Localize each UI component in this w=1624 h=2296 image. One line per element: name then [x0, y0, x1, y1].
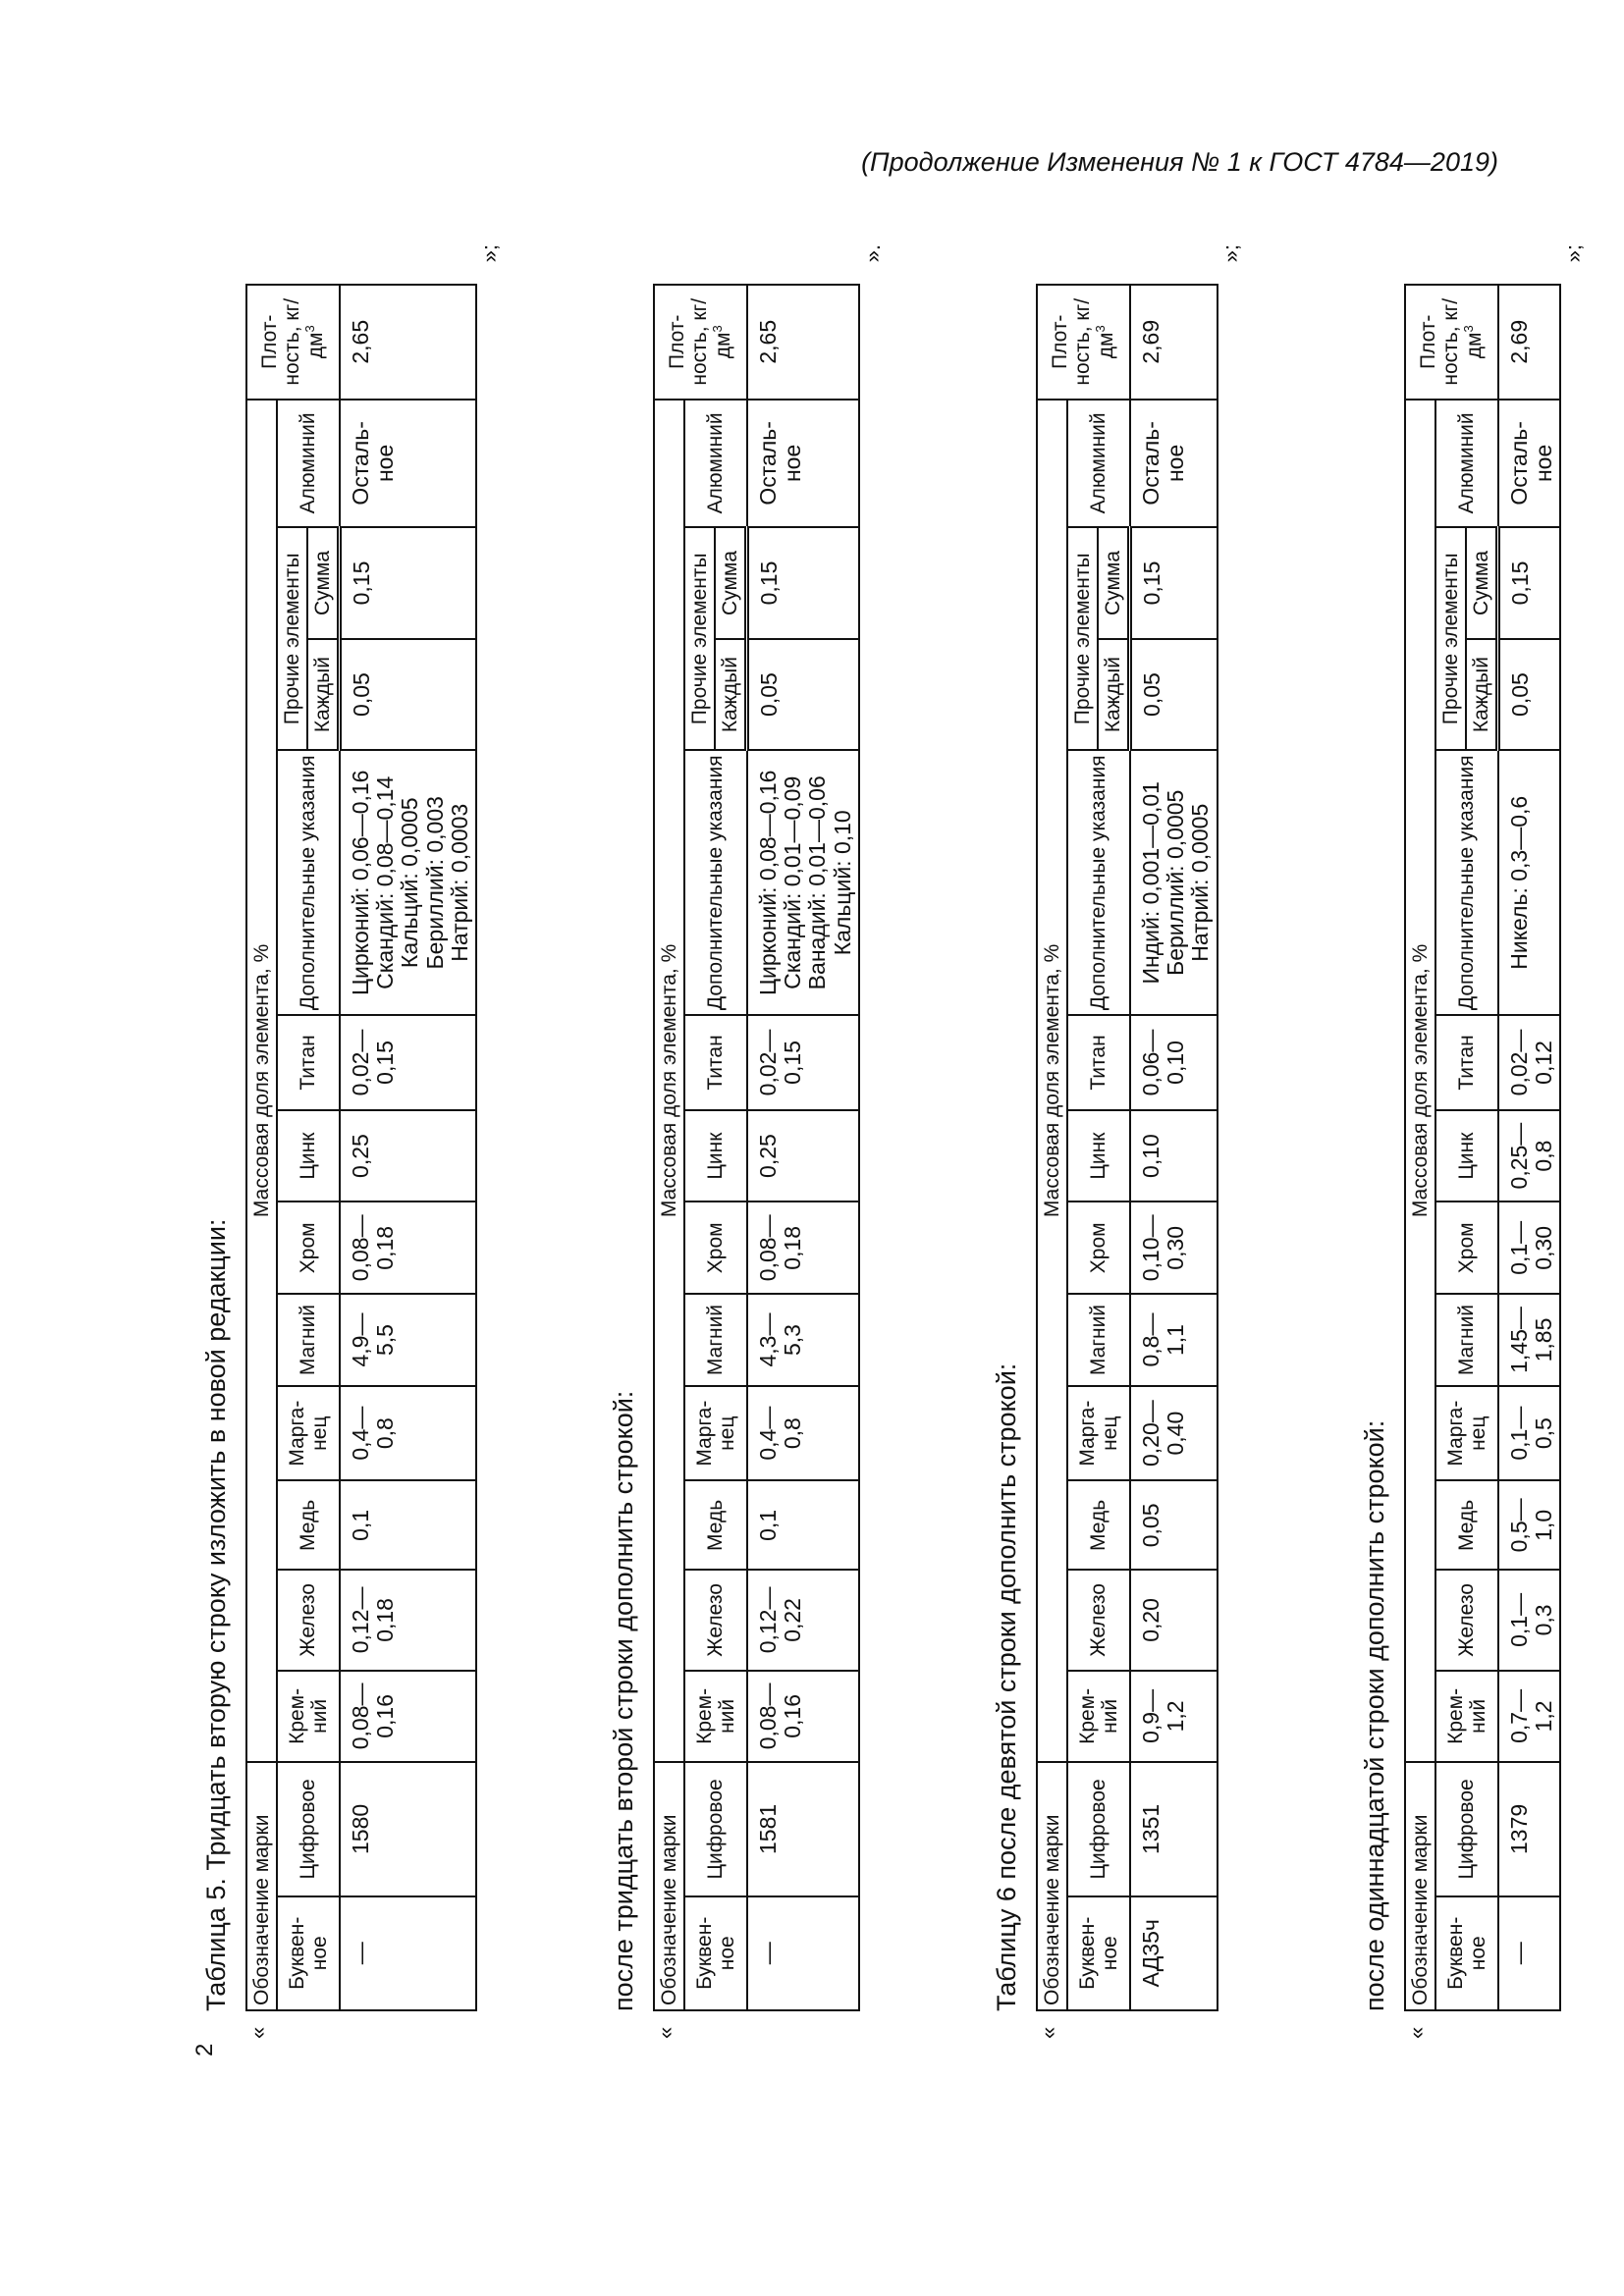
- amendment-section: [201, 244, 503, 2039]
- header-aluminium: Алюминий: [277, 400, 340, 528]
- header-designation: Обозначение марки: [246, 1762, 277, 2010]
- cell-iron: 0,12— 0,22: [747, 1570, 859, 1670]
- cell-magnesium: 1,45— 1,85: [1498, 1294, 1561, 1386]
- header-manganese: Марга-нец: [1067, 1386, 1130, 1481]
- cell-magnesium: 0,8— 1,1: [1130, 1294, 1218, 1386]
- cell-each: 0,05: [340, 639, 476, 751]
- cell-zinc: 0,25— 0,8: [1498, 1110, 1561, 1202]
- cell-notes: Цирконий: 0,08—0,16 Скандий: 0,01—0,09 Ванадий: 0,01—0,06 Кальций: 0,10: [747, 750, 859, 1015]
- cell-silicon: 0,7— 1,2: [1498, 1671, 1561, 1763]
- header-aluminium: Алюминий: [1067, 400, 1130, 528]
- cell-chromium: 0,10— 0,30: [1130, 1201, 1218, 1294]
- header-numeric: Цифровое: [277, 1762, 340, 1896]
- header-numeric: Цифровое: [684, 1762, 747, 1896]
- cell-silicon: 0,08— 0,16: [747, 1671, 859, 1763]
- cell-each: 0,05: [747, 639, 859, 751]
- header-titanium: Титан: [684, 1015, 747, 1110]
- cell-chromium: 0,1— 0,30: [1498, 1201, 1561, 1294]
- header-sum: Сумма: [1098, 527, 1130, 639]
- table-row: [1130, 285, 1218, 2010]
- composition-table: [1036, 284, 1218, 2011]
- header-sum: Сумма: [307, 527, 340, 639]
- cell-notes: Индий: 0,001—0,01 Бериллий: 0,0005 Натрий: 0,0005: [1130, 750, 1218, 1015]
- opening-quote: «: [1404, 2026, 1429, 2039]
- header-designation: Обозначение марки: [1037, 1762, 1067, 2010]
- header-copper: Медь: [1435, 1480, 1498, 1570]
- cell-manganese: 0,20— 0,40: [1130, 1386, 1218, 1481]
- cell-magnesium: 4,3— 5,3: [747, 1294, 859, 1386]
- composition-table: [653, 284, 860, 2011]
- cell-sum: 0,15: [1498, 527, 1561, 639]
- header-designation: Обозначение марки: [1405, 1762, 1435, 2010]
- cell-aluminium: Осталь- ное: [747, 400, 859, 528]
- table-row: [747, 285, 859, 2010]
- cell-aluminium: Осталь- ное: [1130, 400, 1218, 528]
- header-copper: Медь: [277, 1480, 340, 1570]
- header-zinc: Цинк: [277, 1110, 340, 1202]
- header-zinc: Цинк: [1435, 1110, 1498, 1202]
- header-titanium: Титан: [1067, 1015, 1130, 1110]
- cell-titanium: 0,02— 0,15: [340, 1015, 476, 1110]
- header-magnesium: Магний: [684, 1294, 747, 1386]
- header-notes: Дополнительные указания: [277, 750, 340, 1015]
- header-manganese: Марга-нец: [1435, 1386, 1498, 1481]
- header-zinc: Цинк: [684, 1110, 747, 1202]
- table-row: [340, 285, 476, 2010]
- section-intro: после одиннадцатой строки дополнить строкой:: [1360, 1419, 1389, 2011]
- header-silicon: Крем-ний: [277, 1671, 340, 1763]
- cell-aluminium: Осталь- ное: [340, 400, 476, 528]
- header-notes: Дополнительные указания: [1435, 750, 1498, 1015]
- closing-quote: »;: [477, 244, 503, 263]
- cell-manganese: 0,4— 0,8: [747, 1386, 859, 1481]
- header-chromium: Хром: [1067, 1201, 1130, 1294]
- cell-silicon: 0,9— 1,2: [1130, 1671, 1218, 1763]
- header-letter: Буквен-ное: [684, 1896, 747, 2010]
- cell-titanium: 0,06— 0,10: [1130, 1015, 1218, 1110]
- cell-sum: 0,15: [340, 527, 476, 639]
- cell-manganese: 0,4— 0,8: [340, 1386, 476, 1481]
- header-magnesium: Магний: [1435, 1294, 1498, 1386]
- header-copper: Медь: [1067, 1480, 1130, 1570]
- header-numeric: Цифровое: [1435, 1762, 1498, 1896]
- header-notes: Дополнительные указания: [1067, 750, 1130, 1015]
- header-notes: Дополнительные указания: [684, 750, 747, 1015]
- cell-letter: АД35ч: [1130, 1896, 1218, 2010]
- header-other-elements: Прочие элементы: [277, 527, 307, 750]
- header-iron: Железо: [277, 1570, 340, 1670]
- cell-titanium: 0,02— 0,12: [1498, 1015, 1561, 1110]
- cell-copper: 0,5— 1,0: [1498, 1480, 1561, 1570]
- cell-density: 2,65: [747, 285, 859, 400]
- page-number: 2: [191, 2043, 218, 2056]
- cell-copper: 0,05: [1130, 1480, 1218, 1570]
- cell-zinc: 0,25: [340, 1110, 476, 1202]
- header-density: Плот-ность, $кг/дм^3$: [1405, 285, 1498, 400]
- cell-magnesium: 4,9— 5,5: [340, 1294, 476, 1386]
- cell-notes: Никель: 0,3—0,6: [1498, 750, 1561, 1015]
- header-titanium: Титан: [1435, 1015, 1498, 1110]
- header-mass-fraction: Массовая доля элемента, %: [1405, 400, 1435, 1763]
- cell-letter: —: [747, 1896, 859, 2010]
- cell-numeric: 1379: [1498, 1762, 1561, 1896]
- header-chromium: Хром: [1435, 1201, 1498, 1294]
- header-zinc: Цинк: [1067, 1110, 1130, 1202]
- document-continuation-header: (Продолжение Изменения № 1 к ГОСТ 4784—2019): [861, 147, 1498, 177]
- header-letter: Буквен-ное: [277, 1896, 340, 2010]
- cell-letter: —: [1498, 1896, 1561, 2010]
- cell-density: 2,69: [1130, 285, 1218, 400]
- opening-quote: «: [245, 2026, 270, 2039]
- header-magnesium: Магний: [277, 1294, 340, 1386]
- header-density: Плот-ность, $кг/дм^3$: [246, 285, 340, 400]
- opening-quote: «: [1036, 2026, 1060, 2039]
- cell-iron: 0,1— 0,3: [1498, 1570, 1561, 1670]
- header-silicon: Крем-ний: [1067, 1671, 1130, 1763]
- cell-density: 2,65: [340, 285, 476, 400]
- cell-zinc: 0,25: [747, 1110, 859, 1202]
- cell-letter: —: [340, 1896, 476, 2010]
- header-mass-fraction: Массовая доля элемента, %: [1037, 400, 1067, 1763]
- header-other-elements: Прочие элементы: [684, 527, 715, 750]
- header-iron: Железо: [1435, 1570, 1498, 1670]
- cell-silicon: 0,08— 0,16: [340, 1671, 476, 1763]
- header-designation: Обозначение марки: [654, 1762, 684, 2010]
- cell-sum: 0,15: [1130, 527, 1218, 639]
- section-intro: Таблицу 6 после девятой строки дополнить строкой:: [992, 1362, 1021, 2011]
- header-titanium: Титан: [277, 1015, 340, 1110]
- cell-zinc: 0,10: [1130, 1110, 1218, 1202]
- header-numeric: Цифровое: [1067, 1762, 1130, 1896]
- amendment-section: [609, 244, 885, 2039]
- header-density: Плот-ность, $кг/дм^3$: [654, 285, 747, 400]
- cell-notes: Цирконий: 0,06—0,16 Скандий: 0,08—0,14 Кальций: 0,0005 Бериллий: 0,003 Натрий: 0,0003: [340, 750, 476, 1015]
- cell-titanium: 0,02— 0,15: [747, 1015, 859, 1110]
- cell-chromium: 0,08— 0,18: [747, 1201, 859, 1294]
- closing-quote: »;: [1561, 244, 1587, 263]
- header-magnesium: Магний: [1067, 1294, 1130, 1386]
- cell-chromium: 0,08— 0,18: [340, 1201, 476, 1294]
- cell-copper: 0,1: [340, 1480, 476, 1570]
- header-manganese: Марга-нец: [684, 1386, 747, 1481]
- header-aluminium: Алюминий: [1435, 400, 1498, 528]
- header-chromium: Хром: [684, 1201, 747, 1294]
- cell-iron: 0,20: [1130, 1570, 1218, 1670]
- header-mass-fraction: Массовая доля элемента, %: [246, 400, 277, 1763]
- header-other-elements: Прочие элементы: [1067, 527, 1098, 750]
- cell-density: 2,69: [1498, 285, 1561, 400]
- closing-quote: ».: [859, 244, 885, 263]
- header-letter: Буквен-ное: [1435, 1896, 1498, 2010]
- header-other-elements: Прочие элементы: [1435, 527, 1466, 750]
- section-intro: после тридцать второй строки дополнить строкой:: [609, 1390, 638, 2011]
- cell-numeric: 1580: [340, 1762, 476, 1896]
- header-each: Каждый: [1466, 639, 1498, 751]
- header-silicon: Крем-ний: [1435, 1671, 1498, 1763]
- cell-numeric: 1351: [1130, 1762, 1218, 1896]
- header-silicon: Крем-ний: [684, 1671, 747, 1763]
- table-row: [1498, 285, 1561, 2010]
- cell-manganese: 0,1— 0,5: [1498, 1386, 1561, 1481]
- cell-numeric: 1581: [747, 1762, 859, 1896]
- section-intro: Таблица 5. Тридцать вторую строку изложить в новой редакции:: [201, 1218, 231, 2011]
- header-mass-fraction: Массовая доля элемента, %: [654, 400, 684, 1763]
- opening-quote: «: [653, 2026, 677, 2039]
- header-sum: Сумма: [1466, 527, 1498, 639]
- amendment-section: [992, 244, 1243, 2039]
- amendment-section: [1360, 244, 1587, 2039]
- header-iron: Железо: [684, 1570, 747, 1670]
- cell-each: 0,05: [1130, 639, 1218, 751]
- header-manganese: Марга-нец: [277, 1386, 340, 1481]
- header-copper: Медь: [684, 1480, 747, 1570]
- header-iron: Железо: [1067, 1570, 1130, 1670]
- header-each: Каждый: [1098, 639, 1130, 751]
- header-chromium: Хром: [277, 1201, 340, 1294]
- cell-copper: 0,1: [747, 1480, 859, 1570]
- cell-sum: 0,15: [747, 527, 859, 639]
- composition-table: [245, 284, 477, 2011]
- header-each: Каждый: [715, 639, 747, 751]
- composition-table: [1404, 284, 1561, 2011]
- cell-iron: 0,12— 0,18: [340, 1570, 476, 1670]
- header-each: Каждый: [307, 639, 340, 751]
- header-letter: Буквен-ное: [1067, 1896, 1130, 2010]
- header-density: Плот-ность, $кг/дм^3$: [1037, 285, 1130, 400]
- header-sum: Сумма: [715, 527, 747, 639]
- header-aluminium: Алюминий: [684, 400, 747, 528]
- closing-quote: »;: [1218, 244, 1243, 263]
- cell-aluminium: Осталь- ное: [1498, 400, 1561, 528]
- cell-each: 0,05: [1498, 639, 1561, 751]
